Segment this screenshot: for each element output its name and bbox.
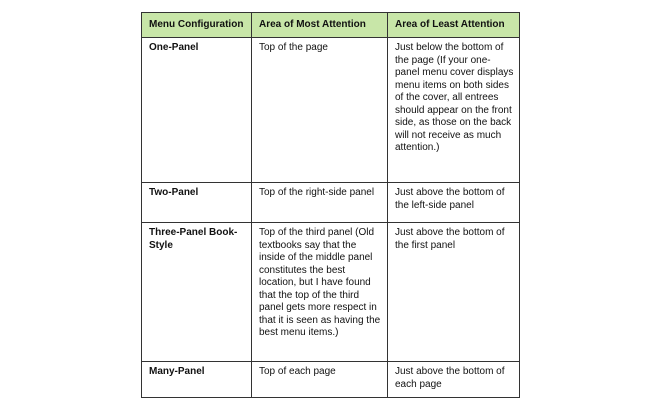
cell-configuration: Two-Panel: [142, 183, 252, 223]
table-body: [142, 38, 520, 398]
table-row: [142, 183, 520, 223]
table-row: [142, 223, 520, 362]
cell-configuration: One-Panel: [142, 38, 252, 183]
cell-least-attention: Just above the bottom of each page: [388, 362, 520, 398]
table-row: [142, 362, 520, 398]
cell-most-attention: Top of the third panel (Old textbooks say that the inside of the middle panel constitutes the best location, but I have found that the top of the third panel gets more respect in that it is seen as having the best menu items.): [252, 223, 388, 362]
cell-least-attention: Just above the bottom of the first panel: [388, 223, 520, 362]
header-menu-configuration: Menu Configuration: [142, 13, 252, 38]
cell-most-attention: Top of the right-side panel: [252, 183, 388, 223]
cell-most-attention: Top of each page: [252, 362, 388, 398]
menu-attention-table: [141, 12, 520, 398]
cell-least-attention: Just below the bottom of the page (If your one-panel menu cover displays menu items on both sides of the cover, all entrees should appear on the front side, as those on the back will not receive as much attention.): [388, 38, 520, 183]
table-header: [142, 13, 520, 38]
header-area-least-attention: Area of Least Attention: [388, 13, 520, 38]
cell-least-attention: Just above the bottom of the left-side panel: [388, 183, 520, 223]
cell-most-attention: Top of the page: [252, 38, 388, 183]
cell-configuration: Three-Panel Book-Style: [142, 223, 252, 362]
header-area-most-attention: Area of Most Attention: [252, 13, 388, 38]
header-row: [142, 13, 520, 38]
cell-configuration: Many-Panel: [142, 362, 252, 398]
table-row: [142, 38, 520, 183]
